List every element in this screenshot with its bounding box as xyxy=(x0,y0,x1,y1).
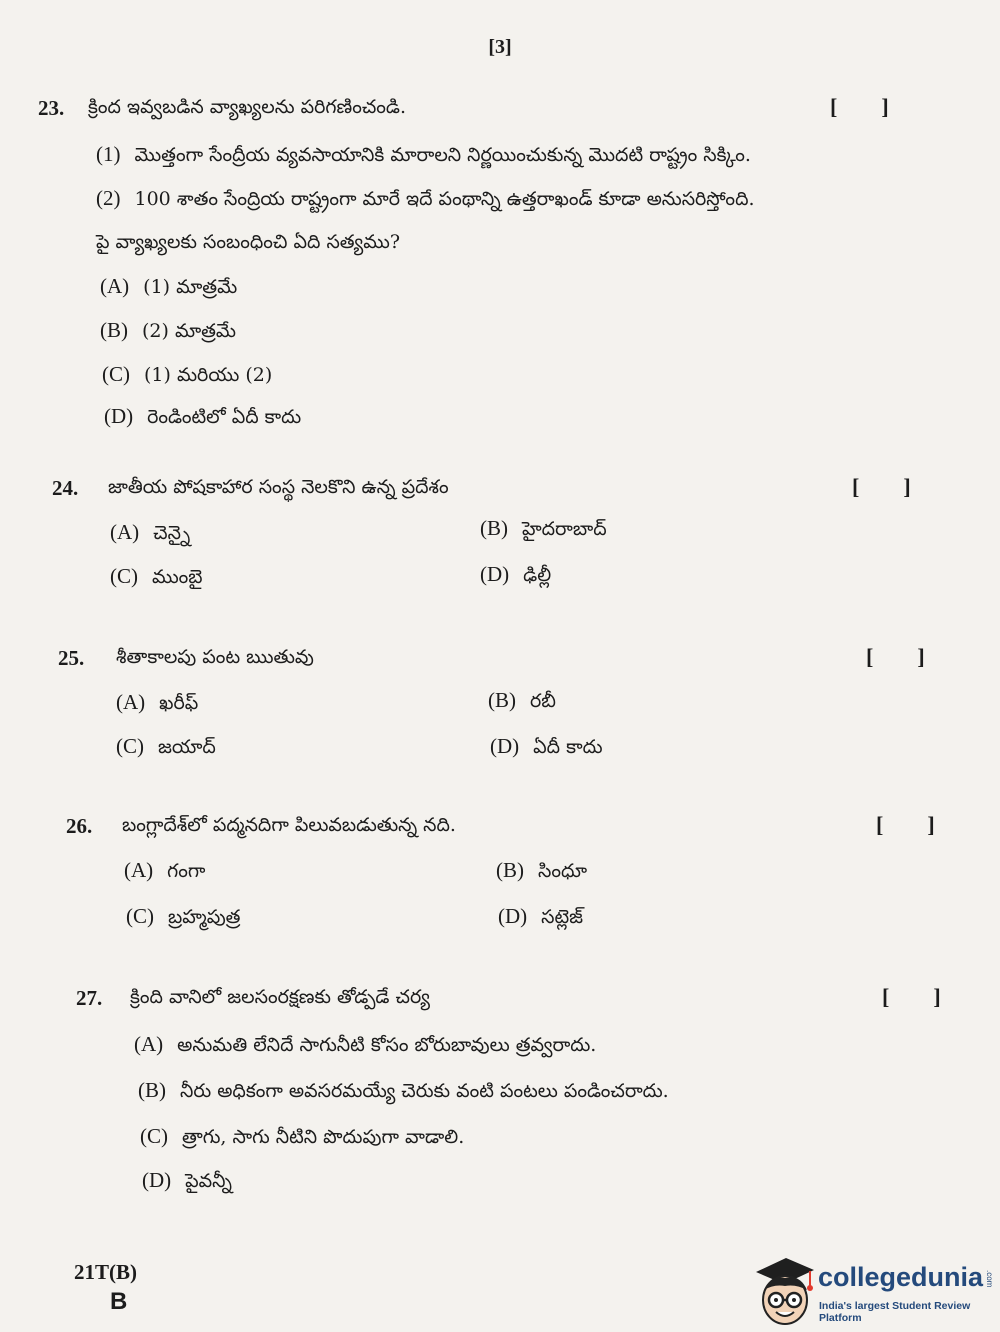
option-label: (A) xyxy=(124,858,154,882)
option-label: (D) xyxy=(490,734,520,758)
option-text: ఢిల్లీ xyxy=(523,564,552,586)
question-25 xyxy=(58,646,958,766)
option-text: (1) మరియు (2) xyxy=(144,364,273,386)
option-text: త్రాగు, సాగు నీటిని పొదుపుగా వాడాలి. xyxy=(182,1126,465,1148)
option-a xyxy=(134,1032,596,1061)
option-text: ఏదీ కాదు xyxy=(533,736,603,758)
option-d xyxy=(490,734,603,763)
option-label: (B) xyxy=(496,858,524,882)
option-a xyxy=(124,858,205,887)
question-23 xyxy=(38,96,968,436)
option-label: (A) xyxy=(134,1032,164,1056)
option-label: (A) xyxy=(100,274,130,298)
paper-code: 21T(B) xyxy=(74,1260,137,1284)
option-label: (C) xyxy=(140,1124,168,1148)
statement-2 xyxy=(96,186,755,215)
option-text: పైవన్నీ xyxy=(185,1170,232,1192)
option-text: (1) మాత్రమే xyxy=(143,276,238,298)
option-text: చెన్నై xyxy=(153,522,191,544)
question-text: క్రింద ఇవ్వబడిన వ్యాఖ్యలను పరిగణించండి. xyxy=(88,96,407,118)
question-number: 25. xyxy=(58,646,85,670)
question-text: శీతాకాలపు పంట ఋతువు xyxy=(116,646,314,668)
option-label: (C) xyxy=(110,564,138,588)
option-label: (D) xyxy=(142,1168,172,1192)
answer-bracket: [ ] xyxy=(876,812,935,837)
option-text: ముంబై xyxy=(152,566,203,588)
page-number: [3] xyxy=(488,36,512,58)
option-a xyxy=(100,274,237,303)
question-text: బంగ్లాదేశ్‌లో పద్మనదిగా పిలువబడుతున్న నది. xyxy=(122,814,456,836)
option-b xyxy=(496,858,587,887)
option-label: (C) xyxy=(126,904,154,928)
option-b xyxy=(100,318,236,347)
statement-label: (1) xyxy=(96,142,121,166)
option-c xyxy=(116,734,216,763)
option-c xyxy=(110,564,203,593)
option-b xyxy=(488,688,556,717)
option-label: (D) xyxy=(104,404,134,428)
question-number: 23. xyxy=(38,96,65,120)
option-text: అనుమతి లేనిదే సాగునీటి కోసం బోరుబావులు త్రవ్వరాదు. xyxy=(177,1034,597,1056)
option-d xyxy=(104,404,301,433)
option-label: (C) xyxy=(116,734,144,758)
option-d xyxy=(142,1168,232,1197)
option-d xyxy=(480,562,551,591)
watermark-logo xyxy=(752,1254,998,1328)
option-text: రబీ xyxy=(530,690,556,712)
option-label: (A) xyxy=(116,690,146,714)
statement-label: (2) xyxy=(96,186,121,210)
option-a xyxy=(116,690,198,719)
answer-bracket: [ ] xyxy=(882,984,941,1009)
option-text: నీరు అధికంగా అవసరమయ్యే చెరుకు వంటి పంటలు పండించరాదు. xyxy=(180,1080,669,1102)
question-24 xyxy=(52,476,952,596)
option-a xyxy=(110,520,190,549)
option-label: (B) xyxy=(488,688,516,712)
option-label: (B) xyxy=(138,1078,166,1102)
option-text: రెండింటిలో ఏదీ కాదు xyxy=(147,406,302,428)
answer-bracket: [ ] xyxy=(830,94,889,119)
answer-bracket: [ ] xyxy=(866,644,925,669)
option-label: (B) xyxy=(480,516,508,540)
option-label: (D) xyxy=(498,904,528,928)
statement-1 xyxy=(96,142,751,171)
option-text: సింధూ xyxy=(538,860,588,882)
question-26 xyxy=(66,814,966,934)
option-c xyxy=(140,1124,464,1153)
brand-name: collegedunia xyxy=(818,1262,984,1292)
option-label: (D) xyxy=(480,562,510,586)
option-text: సట్లెజ్ xyxy=(541,906,584,928)
brand-domain: .com xyxy=(985,1270,994,1288)
option-text: జయాద్ xyxy=(158,736,216,758)
option-text: ఖరీఫ్ xyxy=(159,692,199,714)
question-number: 26. xyxy=(66,814,93,838)
mascot-icon xyxy=(752,1254,818,1328)
question-text: జాతీయ పోషకాహార సంస్థ నెలకొని ఉన్న ప్రదేశం xyxy=(108,476,449,498)
question-prompt: పై వ్యాఖ్యలకు సంబంధించి ఏది సత్యము? xyxy=(96,231,401,253)
option-b xyxy=(480,516,607,545)
question-number: 24. xyxy=(52,476,79,500)
option-d xyxy=(498,904,583,933)
option-text: గంగా xyxy=(167,860,206,882)
question-27 xyxy=(76,986,976,1206)
option-b xyxy=(138,1078,669,1107)
option-text: (2) మాత్రమే xyxy=(142,320,237,342)
option-text: బ్రహ్మపుత్ర xyxy=(168,906,241,928)
option-c xyxy=(126,904,240,933)
statement-text: మొత్తంగా సేంద్రీయ వ్యవసాయానికి మారాలని నిర్ణయించుకున్న మొదటి రాష్ట్రం సిక్కిం. xyxy=(134,144,751,166)
paper-set: B xyxy=(110,1288,128,1315)
option-label: (A) xyxy=(110,520,140,544)
option-label: (B) xyxy=(100,318,128,342)
option-label: (C) xyxy=(102,362,130,386)
answer-bracket: [ ] xyxy=(852,474,911,499)
option-c xyxy=(102,362,272,391)
question-text: క్రింది వానిలో జలసంరక్షణకు తోడ్పడే చర్య xyxy=(130,986,430,1008)
question-number: 27. xyxy=(76,986,103,1010)
option-text: హైదరాబాద్ xyxy=(522,518,607,540)
brand-tagline: India's largest Student Review Platform xyxy=(819,1300,971,1324)
statement-text: 100 శాతం సేంద్రియ రాష్ట్రంగా మారే ఇదే పంథాన్ని ఉత్తరాఖండ్ కూడా అనుసరిస్తోంది. xyxy=(134,188,755,210)
